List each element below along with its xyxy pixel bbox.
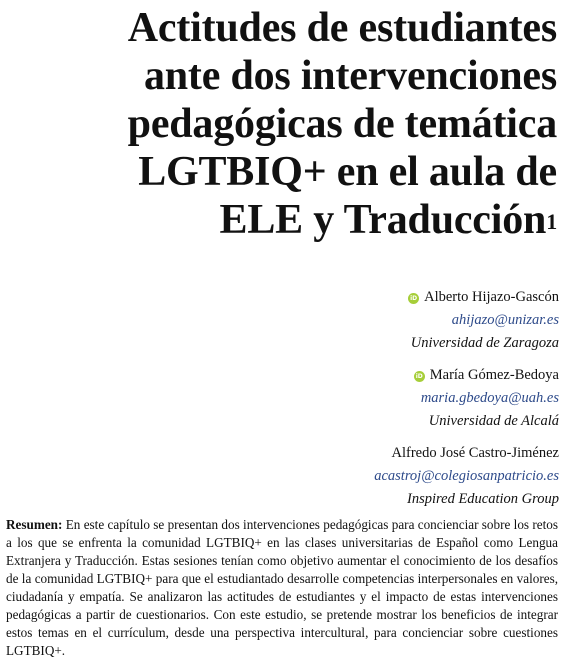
author-entry xyxy=(79,286,559,355)
author-block xyxy=(79,286,559,520)
author-affiliation: Universidad de Alcalá xyxy=(428,413,559,429)
orcid-icon[interactable]: iD xyxy=(410,295,418,302)
abstract-label: Resumen: xyxy=(6,517,63,532)
author-entry xyxy=(79,442,559,511)
chapter-title xyxy=(37,4,557,244)
author-name: Alfredo José Castro-Jiménez xyxy=(391,445,559,461)
abstract-text: En este capítulo se presentan dos intervenciones pedagógicas para concienciar sobre los retos a los que se enfrenta la comunidad LGTBIQ+ en las clases universitarias de Español como Lengua Extranjera y Traducción. Estas sesiones tenían como objetivo aumentar el conocimiento de los desafíos de la comunidad LGTBIQ+ para que el estudiantado desarrolle competencias interpersonales en valores, ciudadanía y empatía. Se analizaron las actitudes de estudiantes y el impacto de estas intervenciones pedagógicas a partir de cuestionarios. Con este estudio, se pretende mostrar los beneficios de integrar estos temas en el currículum, desde una perspectiva intercultural, para concienciar sobre cuestiones LGTBIQ+. xyxy=(6,517,558,658)
title-line: LGTBIQ+ en el aula de xyxy=(138,149,557,195)
author-email[interactable]: acastroj@colegiosanpatricio.es xyxy=(374,468,559,484)
title-line: Actitudes de estudiantes xyxy=(127,5,557,51)
author-email[interactable]: ahijazo@unizar.es xyxy=(451,312,559,328)
title-line: ante dos intervenciones xyxy=(143,53,557,99)
footnote-mark[interactable]: 1 xyxy=(546,209,557,234)
author-affiliation: Universidad de Zaragoza xyxy=(410,335,559,351)
author-name: María Gómez-Bedoya xyxy=(429,367,559,383)
title-line: ELE y Traducción xyxy=(219,197,547,243)
author-email[interactable]: maria.gbedoya@uah.es xyxy=(420,390,559,406)
orcid-icon[interactable]: iD xyxy=(415,373,423,380)
author-name: Alberto Hijazo-Gascón xyxy=(424,289,559,305)
author-affiliation: Inspired Education Group xyxy=(407,491,559,507)
author-entry xyxy=(79,364,559,433)
title-line: pedagógicas de temática xyxy=(127,101,557,147)
abstract xyxy=(6,516,558,660)
